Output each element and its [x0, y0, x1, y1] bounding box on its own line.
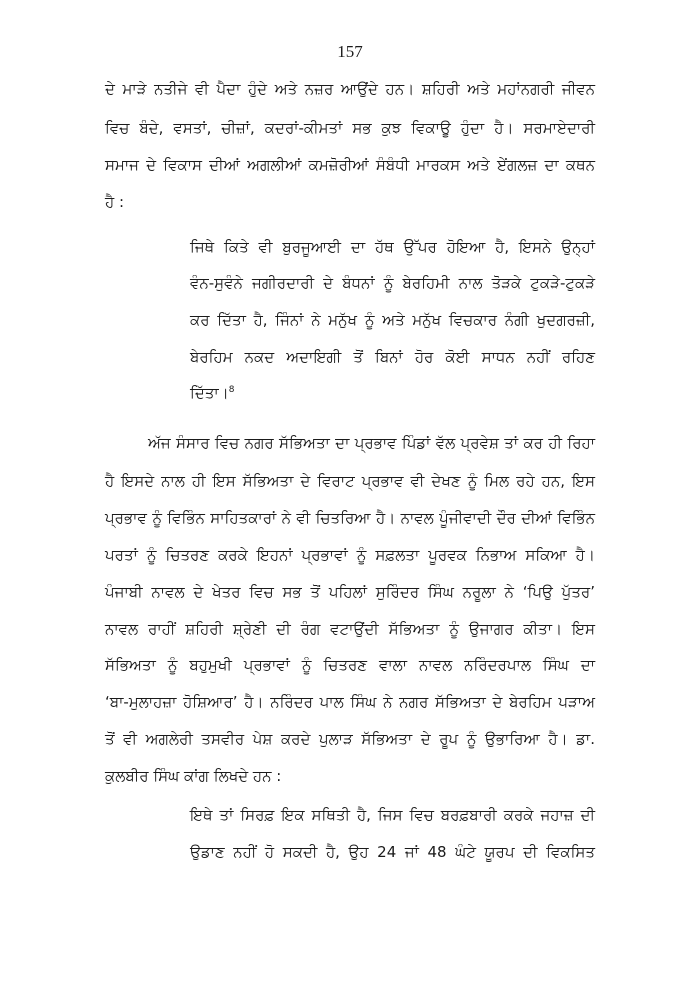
- paragraph-2-line-10: ਕੁਲਬੀਰ ਸਿੰਘ ਕਾਂਗ ਲਿਖਦੇ ਹਨ :: [105, 767, 282, 785]
- quote-2-line-1: ਇਥੇ ਤਾਂ ਸਿਰਫ਼ ਇਕ ਸਥਿਤੀ ਹੈ, ਜਿਸ ਵਿਚ ਬਰਫ਼ਬਾਰੀ ਕਰਕੇ ਜਹਾਜ਼ ਦੀ: [190, 806, 595, 824]
- quote-2-line-2: ਉਡਾਣ ਨਹੀਂ ਹੋ ਸਕਦੀ ਹੈ, ਉਹ 24 ਜਾਂ 48 ਘੰਟੇ ਯੂਰਪ ਦੀ ਵਿਕਸਿਤ: [190, 843, 595, 861]
- page-number: 157: [337, 42, 363, 61]
- quote-1-line-3: ਕਰ ਦਿੱਤਾ ਹੈ, ਜਿੰਨਾਂ ਨੇ ਮਨੁੱਖ ਨੂੰ ਅਤੇ ਮਨੁੱਖ ਵਿਚਕਾਰ ਨੰਗੀ ਖੁਦਗਰਜ਼ੀ,: [190, 311, 595, 329]
- paragraph-2-line-7: ਸੱਭਿਅਤਾ ਨੂੰ ਬਹੁਮੁਖੀ ਪ੍ਰਭਾਵਾਂ ਨੂੰ ਚਿਤਰਣ ਵਾਲਾ ਨਾਵਲ ਨਰਿੰਦਰਪਾਲ ਸਿੰਘ ਦਾ: [105, 656, 595, 674]
- paragraph-1-line-3: ਸਮਾਜ ਦੇ ਵਿਕਾਸ ਦੀਆਂ ਅਗਲੀਆਂ ਕਮਜ਼ੋਰੀਆਂ ਸੰਬੰਧੀ ਮਾਰਕਸ ਅਤੇ ਏਂਗਲਜ਼ ਦਾ ਕਥਨ: [105, 156, 595, 174]
- paragraph-1-line-4: ਹੈ :: [105, 193, 125, 211]
- footnote-marker: 8: [228, 385, 235, 395]
- quote-1-line-1: ਜਿਥੇ ਕਿਤੇ ਵੀ ਬੁਰਜੂਆਈ ਦਾ ਹੱਥ ਉੱਪਰ ਹੋਇਆ ਹੈ, ਇਸਨੇ ਉਨ੍ਹਾਂ: [190, 238, 595, 256]
- quote-1-line-4: ਬੇਰਹਿਮ ਨਕਦ ਅਦਾਇਗੀ ਤੋਂ ਬਿਨਾਂ ਹੋਰ ਕੋਈ ਸਾਧਨ ਨਹੀਂ ਰਹਿਣ: [190, 348, 595, 366]
- paragraph-2-line-2: ਹੈ ਇਸਦੇ ਨਾਲ ਹੀ ਇਸ ਸੱਭਿਅਤਾ ਦੇ ਵਿਰਾਟ ਪ੍ਰਭਾਵ ਵੀ ਦੇਖਣ ਨੂੰ ਮਿਲ ਰਹੇ ਹਨ, ਇਸ: [105, 472, 595, 490]
- paragraph-2-line-1: ਅੱਜ ਸੰਸਾਰ ਵਿਚ ਨਗਰ ਸੱਭਿਅਤਾ ਦਾ ਪ੍ਰਭਾਵ ਪਿੰਡਾਂ ਵੱਲ ਪ੍ਰਵੇਸ਼ ਤਾਂ ਕਰ ਹੀ ਰਿਹਾ: [148, 434, 595, 452]
- paragraph-1-line-2: ਵਿਚ ਬੰਦੇ, ਵਸਤਾਂ, ਚੀਜ਼ਾਂ, ਕਦਰਾਂ-ਕੀਮਤਾਂ ਸਭ ਕੁਝ ਵਿਕਾਊ ਹੁੰਦਾ ਹੈ। ਸਰਮਾਏਦਾਰੀ: [105, 119, 595, 137]
- paragraph-2-line-9: ਤੋਂ ਵੀ ਅਗਲੇਰੀ ਤਸਵੀਰ ਪੇਸ਼ ਕਰਦੇ ਪੁਲਾੜ ਸੱਭਿਅਤਾ ਦੇ ਰੂਪ ਨੂੰ ਉਭਾਰਿਆ ਹੈ। ਡਾ.: [105, 730, 595, 748]
- paragraph-2-line-4: ਪਰਤਾਂ ਨੂੰ ਚਿਤਰਣ ਕਰਕੇ ਇਹਨਾਂ ਪ੍ਰਭਾਵਾਂ ਨੂੰ ਸਫ਼ਲਤਾ ਪੂਰਵਕ ਨਿਭਾਅ ਸਕਿਆ ਹੈ।: [105, 546, 595, 564]
- quote-1-line-2: ਵੰਨ-ਸੁਵੰਨੇ ਜਗੀਰਦਾਰੀ ਦੇ ਬੰਧਨਾਂ ਨੂੰ ਬੇਰਹਿਮੀ ਨਾਲ ਤੋੜਕੇ ਟੁਕੜੇ-ਟੁਕੜੇ: [190, 274, 595, 292]
- paragraph-2-line-5: ਪੰਜਾਬੀ ਨਾਵਲ ਦੇ ਖੇਤਰ ਵਿਚ ਸਭ ਤੋਂ ਪਹਿਲਾਂ ਸੁਰਿੰਦਰ ਸਿੰਘ ਨਰੂਲਾ ਨੇ ‘ਪਿਉ ਪੁੱਤਰ’: [105, 583, 595, 601]
- paragraph-2-line-8: ‘ਬਾ-ਮੁਲਾਹਜ਼ਾ ਹੋਸ਼ਿਆਰ’ ਹੈ। ਨਰਿੰਦਰ ਪਾਲ ਸਿੰਘ ਨੇ ਨਗਰ ਸੱਭਿਅਤਾ ਦੇ ਬੇਰਹਿਮ ਪੜਾਅ: [105, 693, 595, 711]
- paragraph-2-line-3: ਪ੍ਰਭਾਵ ਨੂੰ ਵਿਭਿੰਨ ਸਾਹਿਤਕਾਰਾਂ ਨੇ ਵੀ ਚਿਤਰਿਆ ਹੈ। ਨਾਵਲ ਪੂੰਜੀਵਾਦੀ ਦੌਰ ਦੀਆਂ ਵਿਭਿੰਨ: [105, 509, 595, 527]
- quote-1-line-5: [190, 383, 595, 403]
- paragraph-1-line-1: ਦੇ ਮਾੜੇ ਨਤੀਜੇ ਵੀ ਪੈਦਾ ਹੁੰਦੇ ਅਤੇ ਨਜ਼ਰ ਆਉਂਦੇ ਹਨ। ਸ਼ਹਿਰੀ ਅਤੇ ਮਹਾਂਨਗਰੀ ਜੀਵਨ: [105, 80, 595, 98]
- paragraph-2-line-6: ਨਾਵਲ ਰਾਹੀਂ ਸ਼ਹਿਰੀ ਸ਼੍ਰੇਣੀ ਦੀ ਰੰਗ ਵਟਾਉਂਦੀ ਸੱਭਿਅਤਾ ਨੂੰ ਉਜਾਗਰ ਕੀਤਾ। ਇਸ: [105, 620, 595, 638]
- quote-1-last-text: ਦਿੱਤਾ।: [190, 384, 229, 402]
